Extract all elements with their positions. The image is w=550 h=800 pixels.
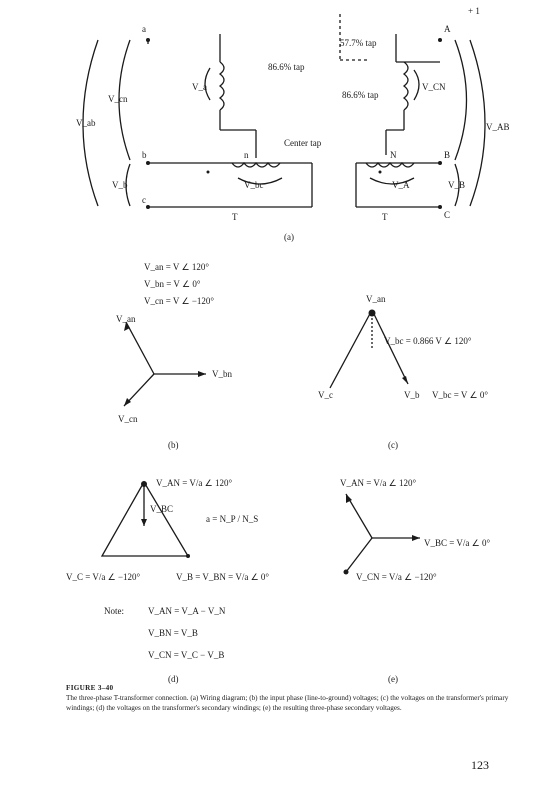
label-vcn-r: V_CN [422, 82, 446, 92]
d-ratio: a = N_P / N_S [206, 514, 259, 524]
panel-b-text [116, 262, 232, 450]
secondary-winding-vertical [404, 62, 408, 110]
label-tap: 86.6% tap [268, 62, 305, 72]
c-top: V_an [366, 294, 386, 304]
d-note: Note: [104, 606, 124, 616]
label-va-r: V_A [392, 180, 410, 190]
label-va: V_a [192, 82, 207, 92]
label-vbc: V_bc [244, 180, 264, 190]
label-vb: V_b [112, 180, 128, 190]
b-eq2: V_bn = V ∠ 0° [144, 279, 201, 289]
figure-caption [66, 683, 516, 713]
e-bot: V_CN = V/a ∠ −120° [356, 572, 437, 582]
label-center-tap: Center tap [284, 138, 322, 148]
vcn-bracket-right [455, 40, 467, 160]
panel-b-phasors [124, 322, 206, 406]
d-right: V_B = V_BN = V/a ∠ 0° [176, 572, 269, 582]
b-ax-c: V_cn [118, 414, 138, 424]
b-ax-b: V_bn [212, 369, 232, 379]
primary-winding-vertical [220, 62, 224, 110]
label-t: T [232, 212, 238, 222]
label-vab: V_ab [76, 118, 96, 128]
vab-bracket-right [470, 40, 485, 206]
node-C: C [444, 210, 451, 220]
panel-c-text [318, 294, 488, 450]
label-vb-r: V_B [448, 180, 466, 190]
caption-title: FIGURE 3–40 [66, 684, 114, 692]
panel-e-phasors [346, 494, 420, 572]
c-bot-left: V_c [318, 390, 333, 400]
label-T: T [382, 212, 388, 222]
e-mid: V_BC = V/a ∠ 0° [424, 538, 491, 548]
b-ax-a: V_an [116, 314, 136, 324]
d-left: V_C = V/a ∠ −120° [66, 572, 141, 582]
top-tag: + 1 [468, 6, 480, 16]
page-number: 123 [471, 758, 489, 772]
label-vab-r: V_AB [486, 122, 510, 132]
node-b: b [142, 150, 147, 160]
node-c: c [142, 195, 146, 205]
label-tap-mid: 86.6% tap [342, 90, 379, 100]
label-vcn: V_cn [108, 94, 128, 104]
node-n: n [244, 150, 249, 160]
b-eq1: V_an = V ∠ 120° [144, 262, 209, 272]
c-mid: V_bc = 0.866 V ∠ 120° [384, 336, 472, 346]
node-B: B [444, 150, 451, 160]
panel-e-arrowheads [344, 494, 421, 575]
b-label: (b) [168, 440, 179, 450]
caption-body: The three-phase T-transformer connection. (a) Wiring diagram; (b) the input phase (line-to-ground) voltages; (c) the voltages on the transformer's primary windings; (d) the voltages on the transformer's secondary windings; (e) the resulting three-phase secondary voltages. [66, 694, 509, 712]
b-eq3: V_cn = V ∠ −120° [144, 296, 214, 306]
d-top-eq: V_AN = V/a ∠ 120° [156, 478, 233, 488]
d-n2: V_BN = V_B [148, 628, 198, 638]
label-tap-top: 57.7% tap [340, 38, 377, 48]
c-bot-right: V_b [404, 390, 420, 400]
panel-c-phasors [330, 310, 408, 388]
e-label: (e) [388, 674, 398, 684]
c-label: (c) [388, 440, 398, 450]
node-A: A [444, 24, 451, 34]
c-bot-eq: V_bc = V ∠ 0° [432, 390, 488, 400]
e-top: V_AN = V/a ∠ 120° [340, 478, 417, 488]
d-label: (d) [168, 674, 179, 684]
label-a: (a) [284, 232, 294, 242]
panel-e-text [340, 478, 490, 684]
node-a: a [142, 24, 146, 34]
d-n1: V_AN = V_A − V_N [148, 606, 226, 616]
d-n3: V_CN = V_C − V_B [148, 650, 225, 660]
node-N: N [390, 150, 397, 160]
d-mid: V_BC [150, 504, 174, 514]
panel-d-text [66, 478, 269, 684]
